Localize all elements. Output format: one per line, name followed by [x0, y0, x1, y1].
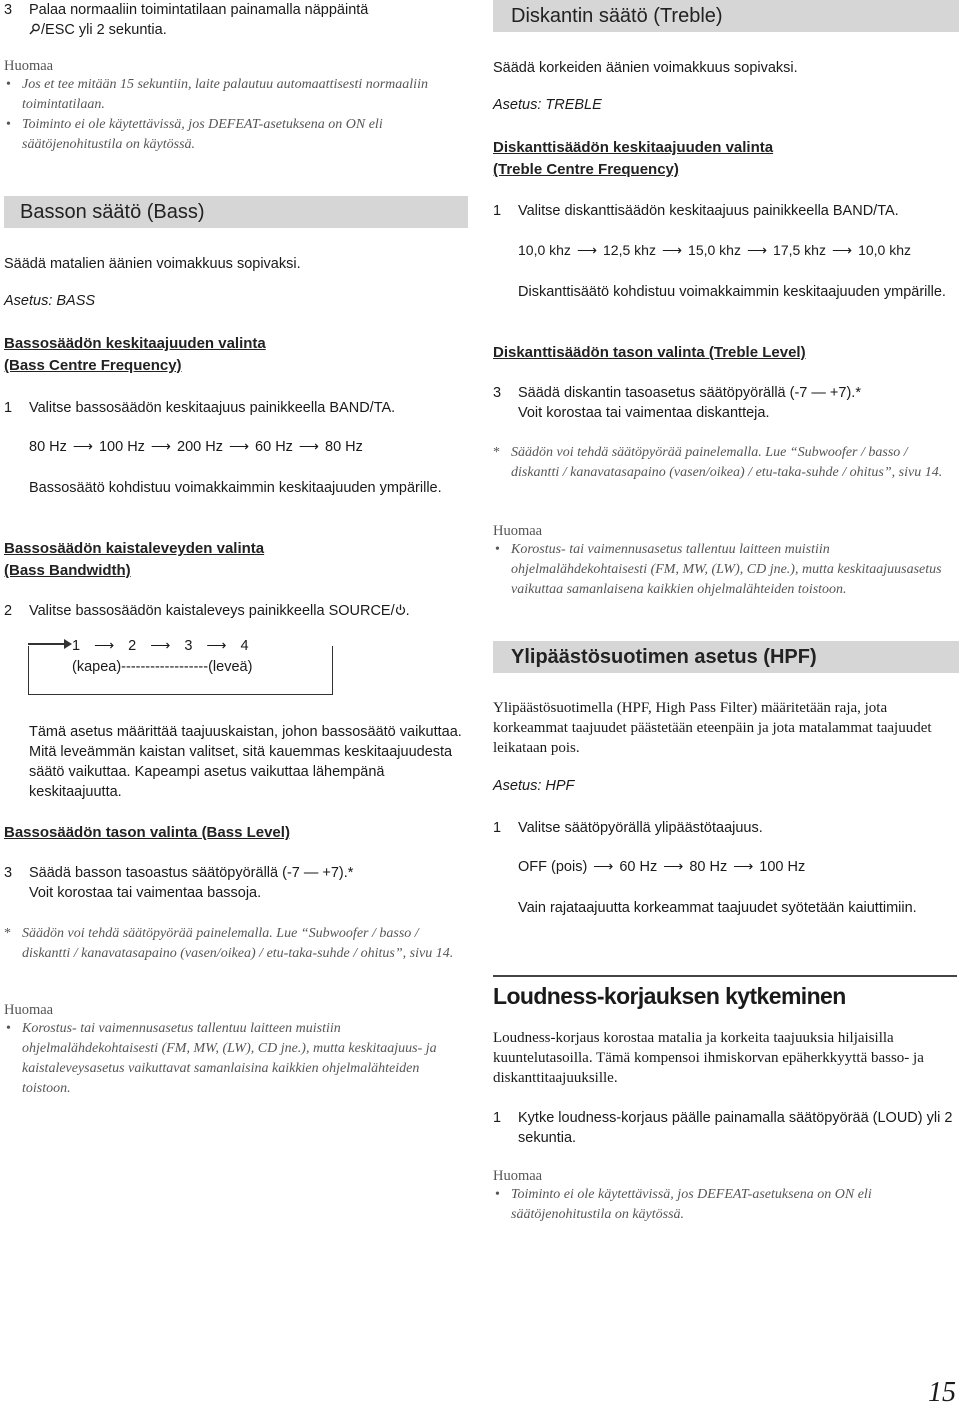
note-title: Huomaa: [493, 523, 543, 539]
hpf-step-1: [493, 818, 960, 838]
step-text: Palaa normaaliin toimintatilaan painamalla näppäintä: [29, 2, 369, 18]
page-number: 15: [928, 1377, 956, 1408]
power-icon: [395, 603, 406, 619]
treble-step-1: [493, 201, 960, 221]
arrow-right-icon: ⟶: [150, 637, 171, 653]
bw-flow: [72, 637, 332, 654]
bass-intro: Säädä matalien äänien voimakkuus sopivaksi.: [4, 256, 301, 272]
bass-freq-flow: [29, 438, 363, 455]
flow-item: 60 Hz: [255, 439, 293, 455]
flow-item: 3: [184, 638, 193, 654]
note-block-3: [493, 523, 957, 600]
treble-level-heading: Diskanttisäädön tason valinta (Treble Level): [493, 344, 806, 361]
treble-freq-desc: Diskanttisäätö kohdistuu voimakkaimmin keskitaajuuden ympärille.: [518, 284, 946, 300]
arrow-right-icon: [64, 639, 72, 649]
note-item: • Jos et tee mitään 15 sekuntiin, laite palautuu automaattisesti normaaliin toimintatilaan.: [4, 75, 468, 115]
bass-freq-heading: [4, 333, 266, 377]
note-item: • Toiminto ei ole käytettävissä, jos DEFEAT-asetuksena on ON eli säätöjenohitustila on käytössä.: [493, 1185, 957, 1225]
bass-asetus: Asetus: BASS: [4, 293, 96, 309]
bass-footnote: [4, 924, 470, 964]
heading-line-1: Bassosäädön kaistaleveyden valinta: [4, 540, 265, 557]
note-block-1: [4, 58, 468, 155]
flow-item: 4: [240, 638, 249, 654]
heading-line-2: (Bass Centre Frequency): [4, 357, 182, 374]
arrow-right-icon: ⟶: [206, 637, 227, 653]
step-text: Säädä diskantin tasoasetus säätöpyörällä (-7 — +7).*: [518, 385, 861, 401]
flow-item: 60 Hz: [619, 859, 658, 875]
bass-step-1: [4, 398, 493, 418]
step-number: 1: [493, 1110, 502, 1126]
step-number: 1: [493, 820, 502, 836]
divider: [493, 975, 957, 977]
arrow-right-icon: ⟶: [663, 858, 684, 874]
arrow-right-icon: ⟶: [94, 637, 115, 653]
section-header-bass: Basson säätö (Bass): [4, 196, 468, 228]
loudness-intro: Loudness-korjaus korostaa matalia ja korkeita taajuuksia hiljaisilla kuuntelutasoilla. Tämä kompensoi ihmiskorvan epäherkkyyttä basso- ja diskanttitaajuuksille.: [493, 1030, 924, 1086]
step-number: 2: [4, 603, 13, 619]
step-text: Valitse bassosäädön keskitaajuus painikkeella BAND/TA.: [29, 400, 396, 416]
flow-item: 100 Hz: [98, 439, 145, 455]
note-block-4: [493, 1168, 957, 1225]
asterisk: *: [493, 445, 500, 460]
footnote-text: Säädön voi tehdä säätöpyörää painelemalla. Lue “Subwoofer / basso / diskantti / kanavatasapaino (vasen/oikea) / etu-taka-suhde / ohitus”, sivu 14.: [22, 926, 454, 961]
flow-item: 12,5 khz: [603, 242, 656, 258]
hpf-flow: [518, 858, 805, 875]
arrow-right-icon: ⟶: [746, 242, 768, 258]
note-item: • Korostus- tai vaimennusasetus tallentuu laitteen muistiin ohjelmalähdekohtaisesti (FM, MW, (LW), CD jne.), mutta keskitaajuus- ja kaistaleveysasetus vaikuttavat samanlaisina kaikkien ohjelmalähteiden toistoon.: [4, 1019, 458, 1099]
flow-item: 10,0 khz: [518, 242, 571, 258]
step-number: 1: [493, 203, 502, 219]
flow-item: 80 Hz: [29, 439, 67, 455]
bass-step-3: [4, 863, 493, 903]
hpf-desc: Vain rajataajuutta korkeammat taajuudet syötetään kaiuttimiin.: [518, 900, 917, 916]
search-icon: [29, 22, 41, 38]
flow-item: 100 Hz: [759, 859, 806, 875]
step-number: 3: [4, 2, 13, 18]
note-title: Huomaa: [4, 1002, 54, 1018]
note-title: Huomaa: [493, 1168, 543, 1184]
step-text: Kytke loudness-korjaus päälle painamalla säätöpyörää (LOUD) yli 2 sekuntia.: [518, 1110, 953, 1146]
hpf-asetus: Asetus: HPF: [493, 778, 575, 794]
step-text: Valitse diskanttisäädön keskitaajuus painikkeella BAND/TA.: [518, 203, 899, 219]
footnote-text: Säädön voi tehdä säätöpyörää painelemalla. Lue “Subwoofer / basso / diskantti / kanavatasapaino (vasen/oikea) / etu-taka-suhde / ohitus”, sivu 14.: [511, 445, 943, 480]
section-header-hpf: Ylipäästösuotimen asetus (HPF): [493, 641, 959, 673]
flow-item: OFF (pois): [518, 859, 588, 875]
treble-freq-heading: [493, 137, 773, 181]
note-block-2: [4, 1002, 458, 1099]
bass-bandwidth-heading: [4, 538, 264, 582]
step-text: Valitse bassosäädön kaistaleveys painikkeella SOURCE/: [29, 603, 395, 619]
step-text: Säädä basson tasoastus säätöpyörällä (-7 — +7).*: [29, 865, 354, 881]
treble-intro: Säädä korkeiden äänien voimakkuus sopivaksi.: [493, 60, 798, 76]
arrow-right-icon: ⟶: [733, 858, 754, 874]
step-text: Valitse säätöpyörällä ylipäästötaajuus.: [518, 820, 763, 836]
flow-item: 80 Hz: [689, 859, 728, 875]
note-item: • Korostus- tai vaimennusasetus tallentuu laitteen muistiin ohjelmalähdekohtaisesti (FM, MW, (LW), CD jne.), mutta keskitaajuusasetus vaikuttaa samanlaisena kaikkien ohjelmalähteiden toistoon.: [493, 540, 957, 600]
loop-arrow-line: [28, 643, 68, 645]
bw-range: (kapea)------------------(leveä): [72, 659, 253, 675]
arrow-right-icon: ⟶: [228, 438, 250, 454]
treble-footnote: [493, 443, 957, 483]
step-number: 3: [4, 865, 13, 881]
heading-line-2: (Bass Bandwidth): [4, 562, 131, 579]
section-header-treble: Diskantin säätö (Treble): [493, 0, 959, 32]
bass-level-heading: Bassosäädön tason valinta (Bass Level): [4, 824, 290, 841]
flow-item: 2: [128, 638, 137, 654]
bass-step-2: 2 Valitse bassosäädön kaistaleveys painikkeella SOURCE/ .: [4, 603, 410, 619]
arrow-right-icon: ⟶: [593, 858, 614, 874]
treble-freq-flow: [518, 242, 911, 259]
step-text-2: Voit korostaa tai vaimentaa bassoja.: [29, 885, 262, 901]
treble-step-3: [493, 383, 960, 423]
arrow-right-icon: ⟶: [298, 438, 319, 454]
arrow-right-icon: ⟶: [150, 438, 171, 454]
note-title: Huomaa: [4, 58, 54, 74]
step-number: 1: [4, 400, 13, 416]
flow-item: 15,0 khz: [688, 242, 741, 258]
arrow-right-icon: ⟶: [661, 242, 683, 258]
treble-asetus: Asetus: TREBLE: [493, 97, 602, 113]
loudness-title: Loudness-korjauksen kytkeminen: [493, 983, 846, 1009]
flow-item: 80 Hz: [325, 439, 363, 455]
heading-line-1: Diskanttisäädön keskitaajuuden valinta: [493, 139, 774, 156]
step-text-2: /ESC yli 2 sekuntia.: [41, 22, 167, 38]
hpf-intro: Ylipäästösuotimella (HPF, High Pass Filter) määritetään raja, jota korkeammat taajuudet päästetään eteenpäin ja jota matalammat taajuudet leikataan pois.: [493, 700, 932, 756]
flow-item: 10,0 khz: [858, 242, 911, 258]
heading-line-2: (Treble Centre Frequency): [493, 161, 679, 178]
step-3-return: [4, 0, 493, 40]
heading-line-1: Bassosäädön keskitaajuuden valinta: [4, 335, 266, 352]
arrow-right-icon: ⟶: [72, 438, 93, 454]
loudness-step-1: [493, 1108, 960, 1148]
flow-item: 1: [72, 638, 81, 654]
flow-item: 200 Hz: [177, 439, 223, 455]
arrow-right-icon: ⟶: [576, 242, 598, 258]
bass-freq-desc: Bassosäätö kohdistuu voimakkaimmin keskitaajuuden ympärille.: [29, 480, 442, 496]
step-text-2: Voit korostaa tai vaimentaa diskantteja.: [518, 405, 770, 421]
step-number: 3: [493, 385, 502, 401]
asterisk: *: [4, 926, 11, 941]
flow-item: 17,5 khz: [773, 242, 826, 258]
note-item: • Toiminto ei ole käytettävissä, jos DEFEAT-asetuksena on ON eli säätöjenohitustila on käytössä.: [4, 115, 468, 155]
arrow-right-icon: ⟶: [831, 242, 853, 258]
bass-bw-desc: Tämä asetus määrittää taajuuskaistan, johon bassosäätö vaikuttaa. Mitä leveämmän kaistan valitset, sitä kauemmas keskitaajuudesta säätö vaikuttaa. Kapeampi asetus vaikuttaa lähempänä keskitaajuutta.: [29, 724, 462, 800]
